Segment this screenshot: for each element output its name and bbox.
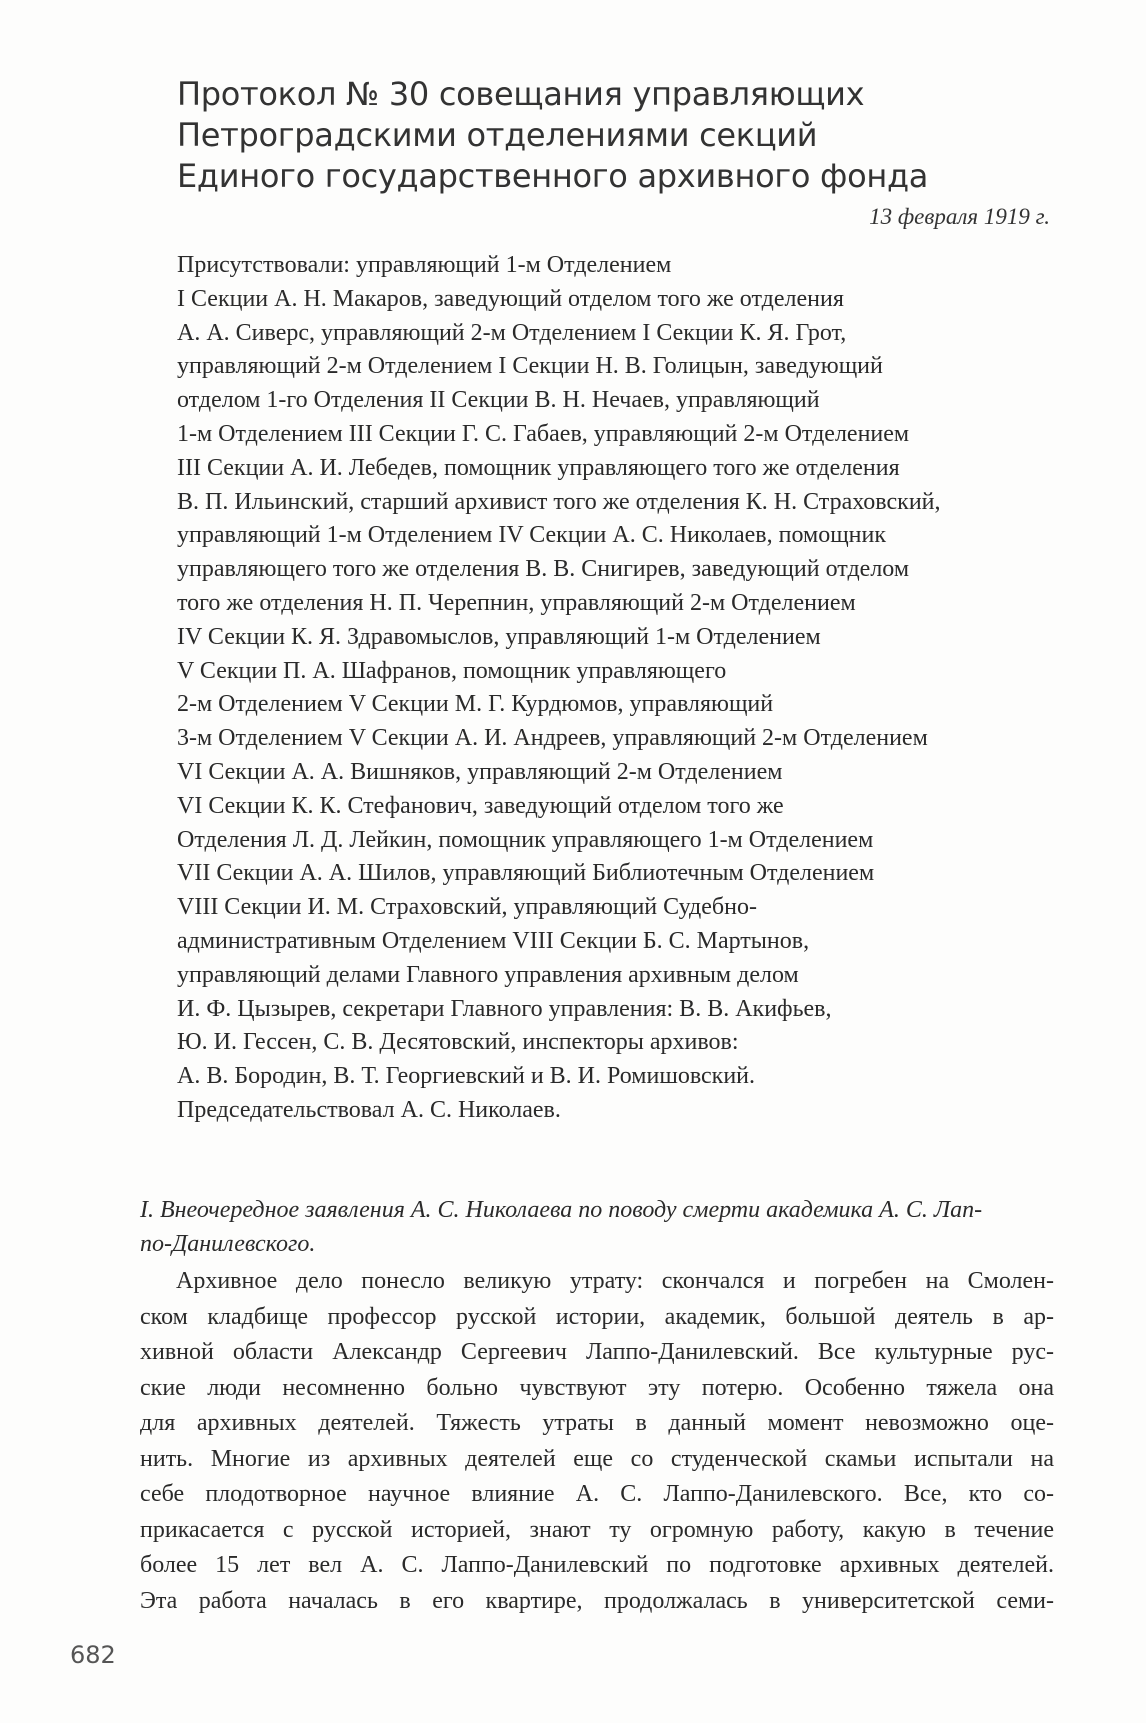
attendees-line: V Секции П. А. Шафранов, помощник управляющего (177, 657, 727, 684)
body-line: нить. Многие из архивных деятелей еще со студенческой скамьи испытали на (140, 1445, 1054, 1472)
attendees-line: В. П. Ильинский, старший архивист того же отделения К. Н. Страховский, (177, 488, 941, 515)
attendees-line: управляющего того же отделения В. В. Снигирев, заведующий отделом (177, 556, 910, 583)
title-line: Петроградскими отделениями секций (177, 116, 818, 154)
attendees-line: А. А. Сиверс, управляющий 2-м Отделением I Секции К. Я. Грот, (177, 319, 847, 346)
title-line: Протокол № 30 совещания управляющих (177, 75, 865, 113)
page-number: 682 (70, 1641, 116, 1669)
section-heading-line: I. Внеочередное заявления А. С. Николаева по поводу смерти академика А. С. Лап- (140, 1197, 983, 1223)
attendees-line: 1-м Отделением III Секции Г. С. Габаев, управляющий 2-м Отделением (177, 420, 910, 447)
attendees-line: Ю. И. Гессен, С. В. Десятовский, инспекторы архивов: (177, 1029, 739, 1056)
body-line: прикасается с русской историей, знают ту огромную работу, какую в течение (140, 1516, 1054, 1543)
attendees-line: 3-м Отделением V Секции А. И. Андреев, управляющий 2-м Отделением (177, 725, 928, 752)
attendees-line: VI Секции К. К. Стефанович, заведующий отделом того же (177, 792, 784, 819)
attendees-line: А. В. Бородин, В. Т. Георгиевский и В. И. Ромишовский. (177, 1063, 756, 1090)
attendees-line: отделом 1-го Отделения II Секции В. Н. Нечаев, управляющий (177, 387, 820, 414)
body-line: ские люди несомненно больно чувствуют эту потерю. Особенно тяжела она (140, 1374, 1054, 1401)
attendees-line: I Секции А. Н. Макаров, заведующий отделом того же отделения (177, 285, 844, 312)
attendees-line: Присутствовали: управляющий 1-м Отделением (177, 252, 672, 278)
body-line: ском кладбище профессор русской истории, академик, большой деятель в ар- (140, 1303, 1054, 1330)
attendees-line: VII Секции А. А. Шилов, управляющий Библиотечным Отделением (177, 860, 875, 887)
body-line: Архивное дело понесло великую утрату: скончался и погребен на Смолен- (176, 1268, 1054, 1294)
attendees-line: управляющий делами Главного управления архивным делом (177, 961, 799, 988)
attendees-line: VI Секции А. А. Вишняков, управляющий 2-м Отделением (177, 758, 783, 785)
title-line: Единого государственного архивного фонда (177, 157, 929, 195)
body-line: более 15 лет вел А. С. Лаппо-Данилевский по подготовке архивных деятелей. (140, 1552, 1054, 1578)
body-line: хивной области Александр Сергеевич Лаппо-Данилевский. Все культурные рус- (140, 1339, 1054, 1365)
attendees-line: того же отделения Н. П. Черепнин, управляющий 2-м Отделением (177, 589, 856, 616)
body-line: для архивных деятелей. Тяжесть утраты в данный момент невозможно оце- (140, 1410, 1054, 1436)
attendees-line: административным Отделением VIII Секции Б. С. Мартынов, (177, 927, 810, 954)
attendees-line: управляющий 1-м Отделением IV Секции А. С. Николаев, помощник (177, 522, 887, 549)
attendees-line: управляющий 2-м Отделением I Секции Н. В. Голицын, заведующий (177, 353, 883, 380)
section-heading-line: по-Данилевского. (140, 1231, 316, 1257)
attendees-line: IV Секции К. Я. Здравомыслов, управляющий 1-м Отделением (177, 623, 821, 650)
document-date: 13 февраля 1919 г. (869, 204, 1050, 229)
page-title (177, 74, 997, 197)
attendees-line: И. Ф. Цызырев, секретари Главного управления: В. В. Акифьев, (177, 995, 832, 1022)
attendees-line: III Секции А. И. Лебедев, помощник управляющего того же отделения (177, 454, 900, 481)
attendees-line: VIII Секции И. М. Страховский, управляющий Судебно- (177, 894, 757, 921)
body-line: Эта работа началась в его квартире, продолжалась в университетской семи- (140, 1587, 1054, 1614)
attendees-line: 2-м Отделением V Секции М. Г. Курдюмов, управляющий (177, 691, 774, 718)
body-paragraph (140, 1264, 1054, 1619)
attendees-line: Отделения Л. Д. Лейкин, помощник управляющего 1-м Отделением (177, 826, 874, 853)
attendees-list (177, 249, 1057, 1128)
attendees-line: Председательствовал А. С. Николаев. (177, 1096, 561, 1123)
section-heading (140, 1193, 1050, 1261)
body-line: себе плодотворное научное влияние А. С. Лаппо-Данилевского. Все, кто со- (140, 1481, 1054, 1507)
